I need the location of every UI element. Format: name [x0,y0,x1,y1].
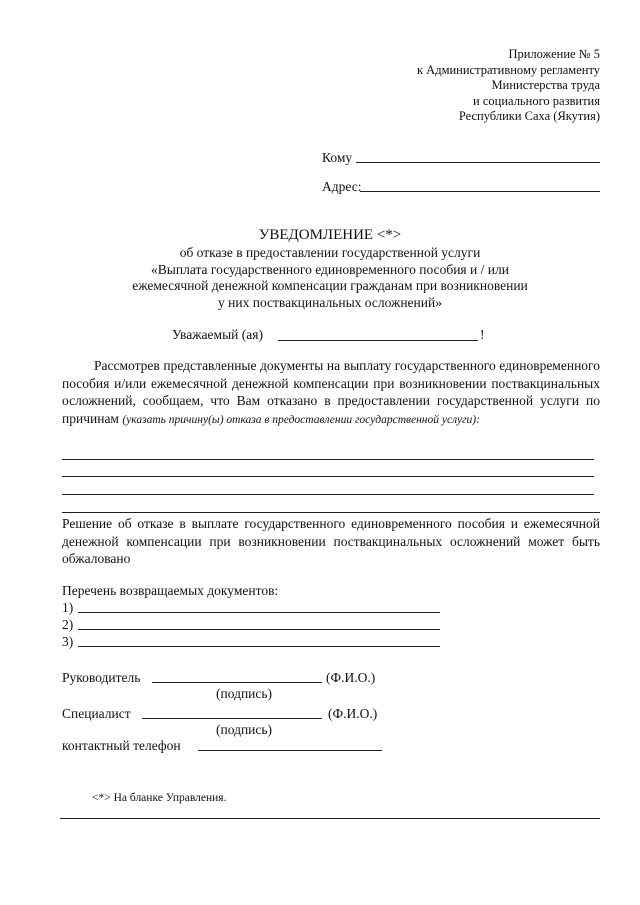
greeting-text: Уважаемый (ая) [172,327,263,342]
reason-line-1 [62,459,594,460]
head-label: Руководитель [62,670,141,685]
phone-label: контактный телефон [62,738,181,753]
specialist-name-hint: (Ф.И.О.) [328,706,378,721]
document-line-1 [78,612,440,613]
signature-hint: (подпись) [216,686,273,701]
subtitle-line: об отказе в предоставлении государственной услуги [179,245,481,260]
head-signature-line [152,682,322,683]
head-name-hint: (Ф.И.О.) [326,670,376,685]
address-label: Адрес: [322,179,362,194]
to-label: Кому [322,150,353,165]
appendix-line: к Административному регламенту [416,62,600,77]
signature-hint: (подпись) [216,722,273,737]
subtitle-line: у них поствакцинальных осложнений» [218,294,442,310]
notice-subtitle [60,245,600,311]
greeting-line [278,340,478,341]
refusal-text: Рассмотрев представленные документы на выплату государственного единовременного пособия и/или ежемесячной денежной компенсации при возникновении поствакцинальных осложнений, сообщаем, что Вам отказано в предоставлении государственной услуги по причинам [62,358,600,426]
reason-line-4 [62,512,600,513]
document-item-number: 2) [62,617,74,632]
to-line [356,162,600,163]
footnote: <*> На бланке Управления. [92,792,227,804]
appendix-line: и социального развития [473,93,600,108]
address-line [360,191,600,192]
appendix-block [340,47,600,125]
document-item-number: 1) [62,600,74,615]
bottom-rule [60,818,600,819]
documents-heading: Перечень возвращаемых документов: [62,583,279,598]
appendix-line: Республики Саха (Якутия) [458,109,600,123]
specialist-label: Специалист [62,706,131,721]
document-item-number: 3) [62,634,74,649]
reason-line-3 [62,494,594,495]
greeting-end: ! [480,327,485,342]
appendix-line: Министерства труда [491,78,600,92]
appendix-line: Приложение № 5 [508,47,600,61]
subtitle-line: «Выплата государственного единовременного пособия и / или [151,261,509,277]
reason-hint: (указать причину(ы) отказа в предоставлении государственной услуги): [122,413,480,426]
notice-heading: УВЕДОМЛЕНИЕ <*> [258,227,402,243]
refusal-paragraph [62,357,600,429]
subtitle-line: ежемесячной денежной компенсации гражданам при возникновении [132,278,528,293]
document-line-3 [78,646,440,647]
phone-line [198,750,382,751]
appeal-paragraph: Решение об отказе в выплате государственного единовременного пособия и ежемесячной денежной компенсации при возникновении поствакцинальных осложнений может быть обжаловано [62,516,600,566]
document-line-2 [78,629,440,630]
reason-line-2 [62,476,594,477]
specialist-signature-line [142,718,322,719]
